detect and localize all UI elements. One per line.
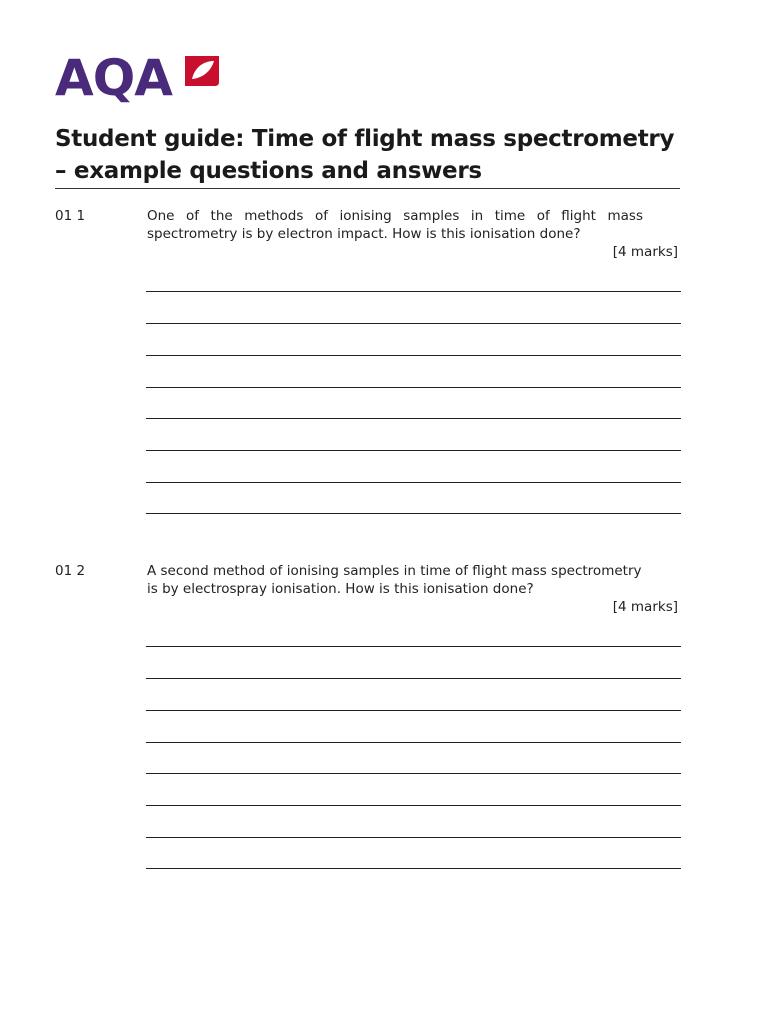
answer-line[interactable] <box>146 678 681 679</box>
leaf-logo-icon <box>183 52 221 88</box>
answer-line[interactable] <box>146 323 681 324</box>
answer-line[interactable] <box>146 513 681 514</box>
marks-label: [4 marks] <box>612 599 678 615</box>
page-title: Student guide: Time of flight mass spectrometry – example questions and answers <box>55 126 675 184</box>
marks-label: [4 marks] <box>612 244 678 260</box>
answer-line[interactable] <box>146 482 681 483</box>
question-text: A second method of ionising samples in time of flight mass spectrometry is by electrospray ionisation. How is this ionisation done? <box>147 563 642 597</box>
answer-line[interactable] <box>146 868 681 869</box>
answer-line[interactable] <box>146 837 681 838</box>
question-text: One of the methods of ionising samples in time of flight mass spectrometry is by electron impact. How is this ionisation done? <box>147 208 643 242</box>
aqa-logo <box>55 50 225 106</box>
answer-line[interactable] <box>146 773 681 774</box>
answer-line[interactable] <box>146 646 681 647</box>
title-divider <box>55 188 680 189</box>
answer-line[interactable] <box>146 291 681 292</box>
answer-line[interactable] <box>146 450 681 451</box>
question-number: 01 2 <box>55 563 86 579</box>
logo-text: AQA <box>55 49 172 107</box>
answer-line[interactable] <box>146 805 681 806</box>
answer-line[interactable] <box>146 742 681 743</box>
answer-line[interactable] <box>146 418 681 419</box>
answer-line[interactable] <box>146 387 681 388</box>
answer-line[interactable] <box>146 710 681 711</box>
question-number: 01 1 <box>55 208 86 224</box>
answer-line[interactable] <box>146 355 681 356</box>
